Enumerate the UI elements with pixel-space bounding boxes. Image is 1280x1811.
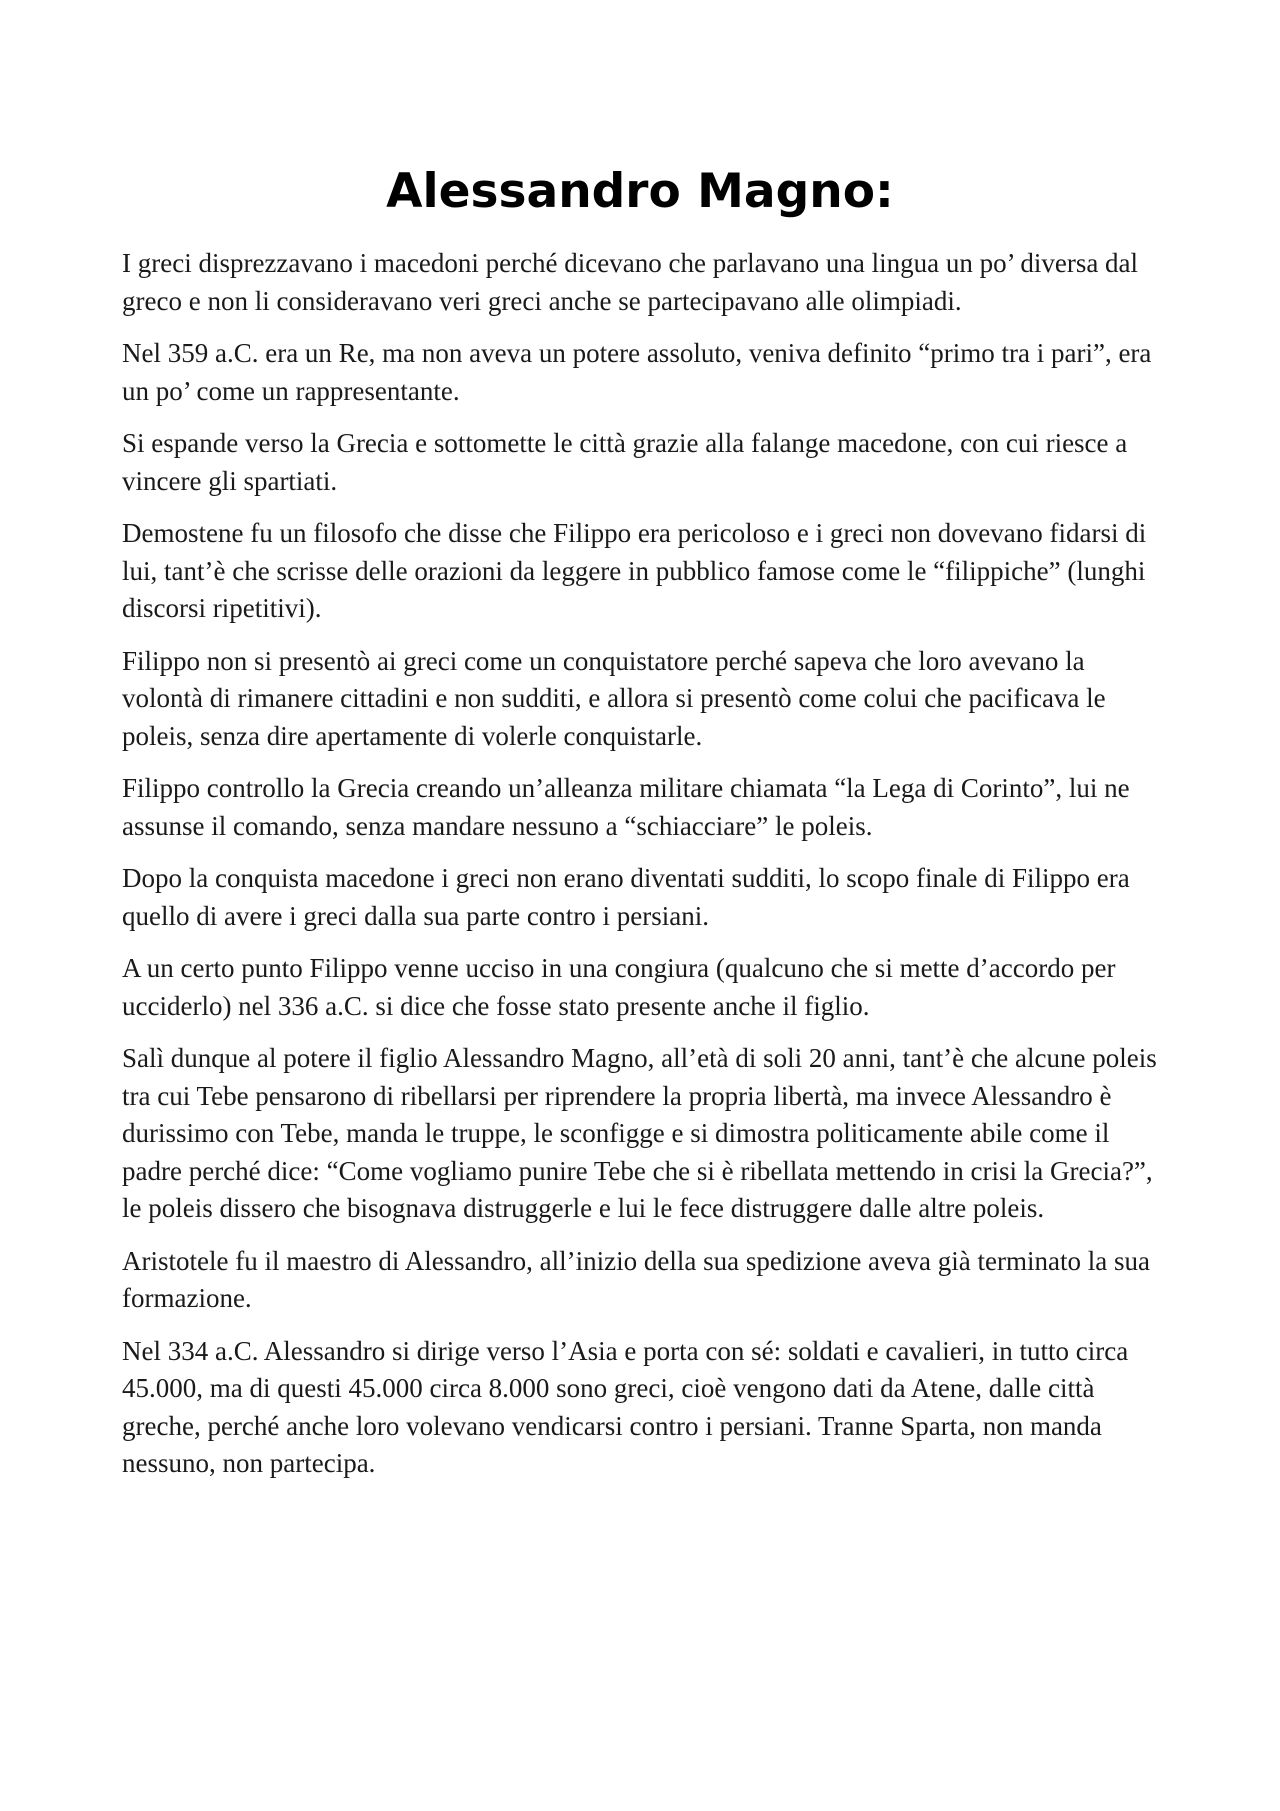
- paragraph: Nel 334 a.C. Alessandro si dirige verso l’Asia e porta con sé: soldati e cavalieri, in tutto circa 45.000, ma di questi 45.000 circa 8.000 sono greci, cioè vengono dati da Atene, dalle città greche, perché anche loro volevano vendicarsi contro i persiani. Tranne Sparta, non manda nessuno, non partecipa.: [122, 1335, 1129, 1478]
- paragraph: Aristotele fu il maestro di Alessandro, all’inizio della sua spedizione aveva già terminato la sua formazione.: [122, 1245, 1150, 1313]
- paragraph: I greci disprezzavano i macedoni perché dicevano che parlavano una lingua un po’ diversa dal greco e non li consideravano veri greci anche se partecipavano alle olimpiadi.: [122, 248, 1139, 316]
- paragraph: Filippo controllo la Grecia creando un’alleanza militare chiamata “la Lega di Corinto”, lui ne assunse il comando, senza mandare nessuno a “schiacciare” le poleis.: [122, 773, 1130, 841]
- paragraph: A un certo punto Filippo venne ucciso in una congiura (qualcuno che si mette d’accordo per ucciderlo) nel 336 a.C. si dice che fosse stato presente anche il figlio.: [122, 953, 1116, 1021]
- paragraph: Demostene fu un filosofo che disse che Filippo era pericoloso e i greci non dovevano fidarsi di lui, tant’è che scrisse delle orazioni da leggere in pubblico famose come le “filippiche” (lunghi discorsi ripetitivi).: [122, 518, 1147, 623]
- paragraph: Nel 359 a.C. era un Re, ma non aveva un potere assoluto, veniva definito “primo tra i pari”, era un po’ come un rappresentante.: [122, 338, 1152, 406]
- paragraph: Dopo la conquista macedone i greci non erano diventati sudditi, lo scopo finale di Filippo era quello di avere i greci dalla sua parte contro i persiani.: [122, 863, 1130, 931]
- paragraph: Si espande verso la Grecia e sottomette le città grazie alla falange macedone, con cui riesce a vincere gli spartiati.: [122, 428, 1128, 496]
- paragraph: Salì dunque al potere il figlio Alessandro Magno, all’età di soli 20 anni, tant’è che alcune poleis tra cui Tebe pensarono di ribellarsi per riprendere la propria libertà, ma invece Alessandro è durissimo con Tebe, manda le truppe, le sconfigge e si dimostra politicamente abile come il padre perché dice: “Come vogliamo punire Tebe che si è ribellata mettendo in crisi la Grecia?”, le poleis dissero che bisognava distruggerle e lui le fece distruggere dalle altre poleis.: [122, 1043, 1157, 1223]
- paragraph: Filippo non si presentò ai greci come un conquistatore perché sapeva che loro avevano la volontà di rimanere cittadini e non sudditi, e allora si presentò come colui che pacificava le poleis, senza dire apertamente di volerle conquistarle.: [122, 645, 1106, 751]
- document-body: [122, 245, 1172, 1498]
- page-title: Alessandro Magno:: [386, 164, 894, 219]
